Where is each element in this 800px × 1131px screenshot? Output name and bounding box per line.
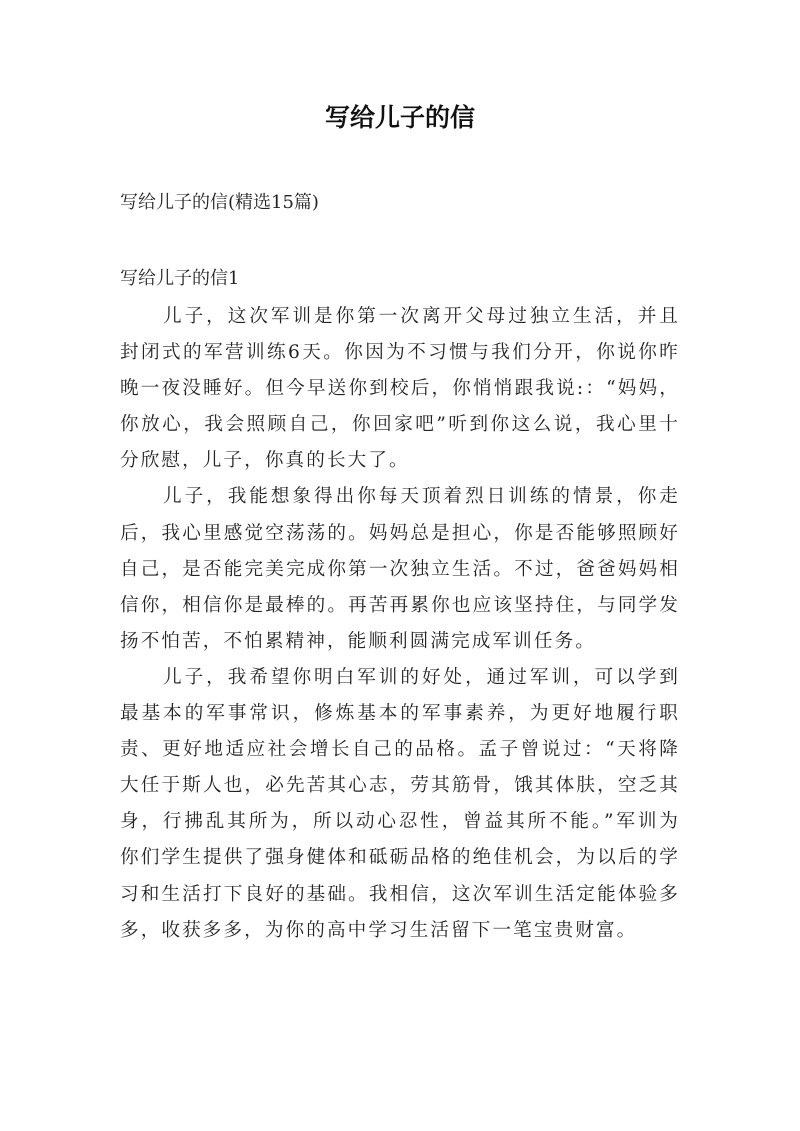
section-heading: 写给儿子的信1 <box>120 268 240 289</box>
letter-body <box>120 299 680 949</box>
paragraph-1: 儿子，这次军训是你第一次离开父母过独立生活，并且封闭式的军营训练6天。你因为不习惯与我们分开，你说你昨晚一夜没睡好。但今早送你到校后，你悄悄跟我说:：“妈妈，你放心，我会照顾自己，你回家吧”听到你这么说，我心里十分欣慰，儿子，你真的长大了。 <box>120 306 680 472</box>
paragraph-3: 儿子，我希望你明白军训的好处，通过军训，可以学到最基本的军事常识，修炼基本的军事素养，为更好地履行职责、更好地适应社会增长自己的品格。孟子曾说过：“天将降大任于斯人也，必先苦其心志，劳其筋骨，饿其体肤，空乏其身，行拂乱其所为，所以动心忍性，曾益其所不能。”军训为你们学生提供了强身健体和砥砺品格的绝佳机会，为以后的学习和生活打下良好的基础。我相信，这次军训生活定能体验多多，收获多多，为你的高中学习生活留下一笔宝贵财富。 <box>120 666 680 941</box>
paragraph-2: 儿子，我能想象得出你每天顶着烈日训练的情景，你走后，我心里感觉空荡荡的。妈妈总是担心，你是否能够照顾好自己，是否能完美完成你第一次独立生活。不过，爸爸妈妈相信你，相信你是最棒的。再苦再累你也应该坚持住，与同学发扬不怕苦，不怕累精神，能顺利圆满完成军训任务。 <box>120 486 680 652</box>
document-subtitle: 写给儿子的信(精选15篇) <box>120 192 319 213</box>
page-title: 写给儿子的信 <box>324 103 475 132</box>
